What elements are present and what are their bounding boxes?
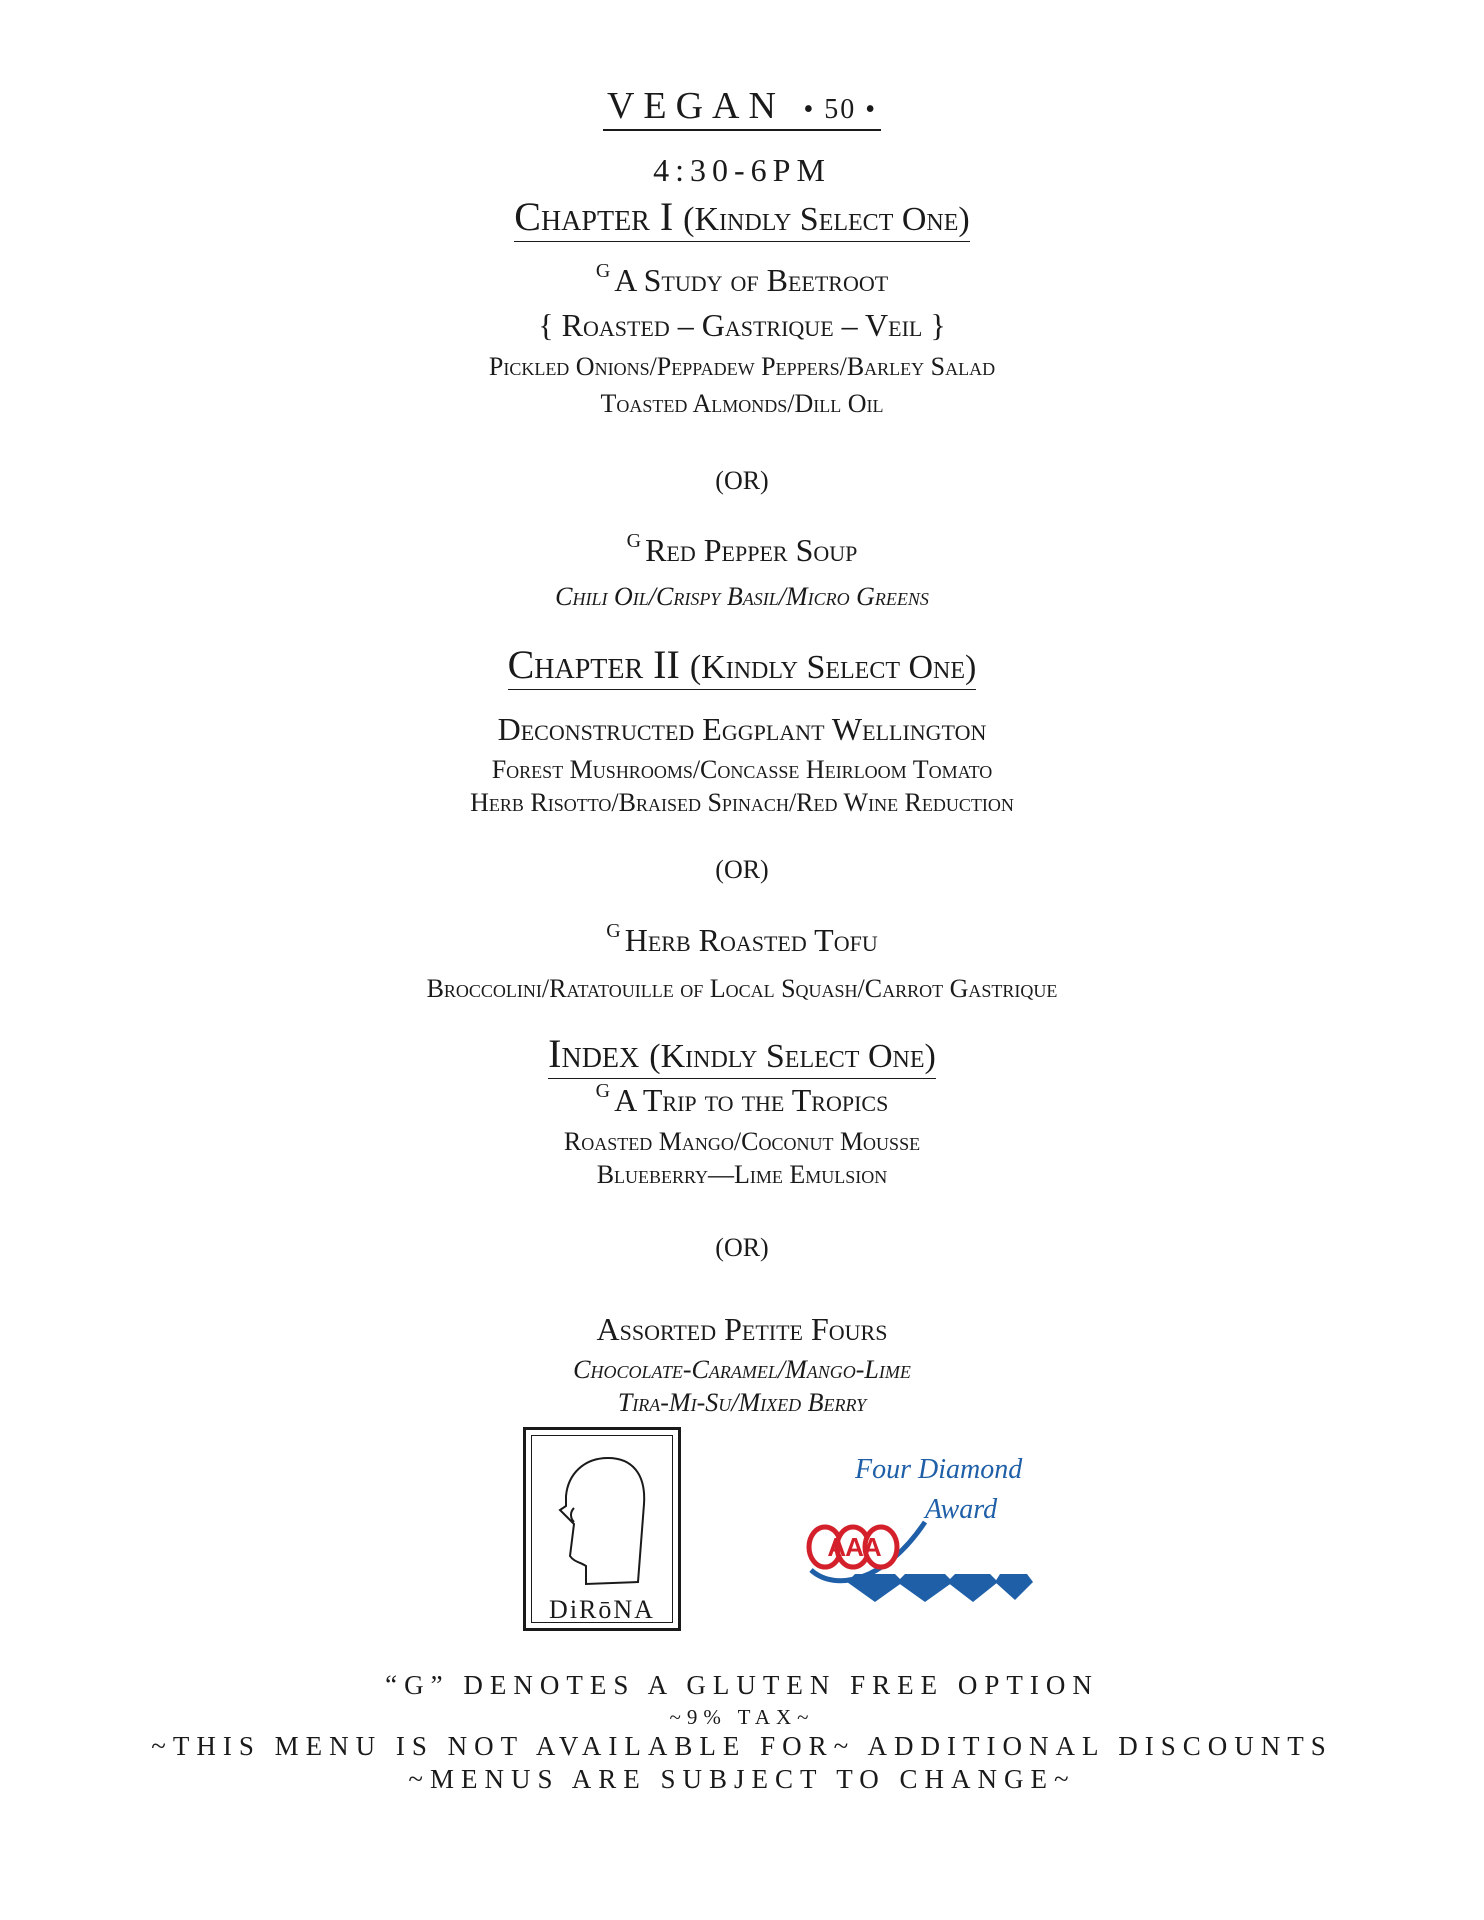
chapter-2-title: Chapter II (507, 642, 680, 687)
dirona-text: DiRōNA (549, 1595, 655, 1624)
dish-red-pepper-soup-name (0, 532, 1484, 569)
menu-title-text: VEGAN (606, 85, 785, 127)
gluten-free-marker: G (595, 260, 611, 282)
dish-eggplant-desc-2: Herb Risotto/Braised Spinach/Red Wine Reduction (470, 788, 1014, 817)
gluten-free-marker: G (606, 920, 621, 942)
dish-beetroot-desc-2: Toasted Almonds/Dill Oil (600, 389, 884, 418)
gluten-free-marker: G (595, 1080, 611, 1102)
aaa-swoosh-icon (805, 1452, 1035, 1602)
dish-tofu-desc: Broccolini/Ratatouille of Local Squash/Carrot Gastrique (426, 974, 1058, 1003)
chapter-2-note: (Kindly Select One) (689, 649, 977, 686)
aaa-text: AAA (827, 1532, 881, 1562)
dish-petite-fours-desc-2: Tira-Mi-Su/Mixed Berry (617, 1388, 867, 1417)
index-heading (0, 1030, 1484, 1077)
dish-beetroot-desc-1: Pickled Onions/Peppadew Peppers/Barley Salad (488, 352, 996, 381)
aaa-award-text-1: Four Diamond (855, 1454, 1023, 1485)
dirona-logo (523, 1427, 681, 1631)
footer-discount-note: ~THIS MENU IS NOT AVAILABLE FOR~ ADDITIONAL DISCOUNTS (151, 1731, 1333, 1761)
dish-tropics-desc-2: Blueberry—Lime Emulsion (596, 1160, 888, 1189)
aaa-four-diamond-logo (805, 1452, 1035, 1602)
dish-beetroot-name (0, 262, 1484, 299)
index-title: Index (548, 1031, 640, 1076)
head-profile-icon (526, 1434, 678, 1594)
menu-price: • 50 • (803, 94, 878, 125)
footer-tax-note: ~9% TAX~ (669, 1705, 815, 1729)
dish-petite-fours-name: Assorted Petite Fours (596, 1311, 888, 1347)
dish-eggplant-desc-1: Forest Mushrooms/Concasse Heirloom Tomato (491, 755, 993, 784)
aaa-award-text-2: Award (925, 1494, 998, 1525)
dish-red-pepper-soup-title: Red Pepper Soup (645, 532, 858, 568)
or-divider-2: (OR) (715, 855, 769, 884)
dish-red-pepper-soup-desc: Chili Oil/Crispy Basil/Micro Greens (555, 582, 929, 611)
dish-tropics-name (0, 1082, 1484, 1119)
dish-tropics-desc-1: Roasted Mango/Coconut Mousse (563, 1127, 921, 1156)
service-time: 4:30-6PM (653, 152, 831, 188)
gluten-free-marker: G (626, 530, 642, 552)
dish-beetroot-title: A Study of Beetroot (614, 262, 889, 298)
dish-tofu-title: Herb Roasted Tofu (624, 922, 878, 958)
chapter-1-title: Chapter I (514, 194, 674, 239)
menu-title (0, 84, 1484, 128)
footer-gluten-free-note: “G” DENOTES A GLUTEN FREE OPTION (385, 1670, 1099, 1700)
dish-petite-fours-desc-1: Chocolate-Caramel/Mango-Lime (573, 1355, 911, 1384)
dish-eggplant-wellington-name: Deconstructed Eggplant Wellington (497, 711, 987, 747)
footer-change-note: ~MENUS ARE SUBJECT TO CHANGE~ (408, 1764, 1076, 1794)
chapter-1-heading (0, 193, 1484, 240)
or-divider-1: (OR) (715, 466, 769, 495)
index-note: (Kindly Select One) (649, 1038, 936, 1075)
chapter-2-heading (0, 641, 1484, 688)
chapter-1-note: (Kindly Select One) (683, 201, 970, 238)
dish-tropics-title: A Trip to the Tropics (614, 1082, 889, 1118)
dish-tofu-name (0, 922, 1484, 959)
or-divider-3: (OR) (715, 1233, 769, 1262)
dish-beetroot-preparations: { Roasted – Gastrique – Veil } (538, 307, 946, 343)
